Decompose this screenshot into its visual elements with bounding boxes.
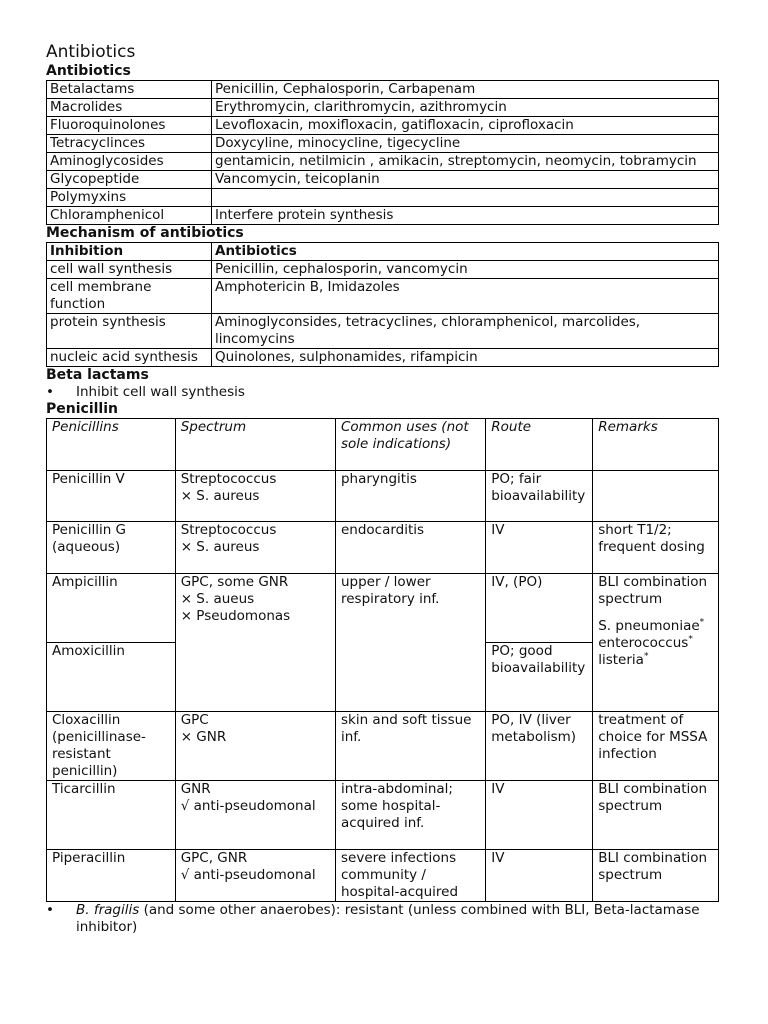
organism-text: listeria xyxy=(598,652,644,668)
row-label-cell: cell membrane function xyxy=(47,279,212,314)
table-row xyxy=(47,135,719,153)
table-row xyxy=(47,261,719,279)
spectrum-line: GPC, some GNR xyxy=(180,574,289,590)
spectrum-line: × S. aueus xyxy=(180,591,255,607)
section-heading-beta-lactams: Beta lactams xyxy=(46,367,149,383)
table-row xyxy=(47,574,719,643)
page-title: Antibiotics xyxy=(46,42,136,62)
spectrum-line: GPC, GNR xyxy=(180,850,248,866)
table-row xyxy=(47,117,719,135)
remarks-line xyxy=(598,618,713,635)
remarks-cell: short T1/2; frequent dosing xyxy=(593,522,719,574)
row-label-cell: Betalactams xyxy=(47,81,212,99)
uses-cell: endocarditis xyxy=(335,522,485,574)
spectrum-line: √ anti-pseudomonal xyxy=(180,867,316,883)
header-cell: Inhibition xyxy=(47,243,212,261)
row-label-cell: Tetracyclinces xyxy=(47,135,212,153)
row-label-cell: nucleic acid synthesis xyxy=(47,349,212,367)
row-label-cell: protein synthesis xyxy=(47,314,212,349)
table-row xyxy=(47,314,719,349)
remarks-cell: BLI combination spectrum xyxy=(593,781,719,850)
row-value-cell: Penicillin, cephalosporin, vancomycin xyxy=(212,261,719,279)
penicillin-table xyxy=(46,418,719,902)
table-row xyxy=(47,81,719,99)
spectrum-line: GPC xyxy=(180,712,209,728)
remarks-line xyxy=(598,635,713,652)
route-cell: IV, (PO) xyxy=(486,574,593,643)
footnote-list xyxy=(46,902,720,936)
spectrum-line: × S. aureus xyxy=(180,539,260,555)
spectrum-cell xyxy=(175,471,335,522)
mechanism-table xyxy=(46,242,719,367)
row-value-cell: Levofloxacin, moxifloxacin, gatifloxacin, ciprofloxacin xyxy=(212,117,719,135)
uses-cell: upper / lower respiratory inf. xyxy=(335,574,485,712)
table-row xyxy=(47,207,719,225)
remarks-line xyxy=(598,652,713,669)
drug-cell: Penicillin V xyxy=(47,471,176,522)
footnote-item xyxy=(46,902,720,936)
row-value-cell: gentamicin, netilmicin , amikacin, streptomycin, neomycin, tobramycin xyxy=(212,153,719,171)
row-label-cell: Aminoglycosides xyxy=(47,153,212,171)
route-cell: PO; fair bioavailability xyxy=(486,471,593,522)
spectrum-cell xyxy=(175,781,335,850)
row-label-cell: Polymyxins xyxy=(47,189,212,207)
bullet-list xyxy=(46,384,720,401)
spectrum-line: √ anti-pseudomonal xyxy=(180,798,316,814)
remarks-cell: BLI combination spectrum xyxy=(593,850,719,902)
remarks-cell xyxy=(593,574,719,712)
table-row xyxy=(47,471,719,522)
spectrum-cell xyxy=(175,574,335,712)
header-cell: Penicillins xyxy=(47,419,176,471)
list-item: • Inhibit cell wall synthesis xyxy=(46,384,720,401)
table-header-row xyxy=(47,419,719,471)
row-label-cell: Fluoroquinolones xyxy=(47,117,212,135)
header-cell: Spectrum xyxy=(175,419,335,471)
table-header-row xyxy=(47,243,719,261)
table-row xyxy=(47,153,719,171)
section-heading-mechanism: Mechanism of antibiotics xyxy=(46,225,244,241)
drug-cell: Ampicillin xyxy=(47,574,176,643)
spectrum-cell xyxy=(175,712,335,781)
section-heading-penicillin: Penicillin xyxy=(46,401,118,417)
uses-cell: severe infections community / hospital-acquired xyxy=(335,850,485,902)
uses-cell: skin and soft tissue inf. xyxy=(335,712,485,781)
row-label-cell: Chloramphenicol xyxy=(47,207,212,225)
header-cell: Common uses (not sole indications) xyxy=(335,419,485,471)
spectrum-cell xyxy=(175,850,335,902)
spectrum-cell xyxy=(175,522,335,574)
route-cell: IV xyxy=(486,781,593,850)
remarks-cell xyxy=(593,471,719,522)
row-label-cell: Glycopeptide xyxy=(47,171,212,189)
spectrum-line: × S. aureus xyxy=(180,488,260,504)
spectrum-line: Streptococcus xyxy=(180,471,277,487)
remarks-cell: treatment of choice for MSSA infection xyxy=(593,712,719,781)
organism-text: enterococcus xyxy=(598,635,689,651)
drug-cell: Piperacillin xyxy=(47,850,176,902)
row-label-cell: Macrolides xyxy=(47,99,212,117)
header-cell: Antibiotics xyxy=(212,243,719,261)
table-row xyxy=(47,189,719,207)
row-label-cell: cell wall synthesis xyxy=(47,261,212,279)
spectrum-line: GNR xyxy=(180,781,211,797)
drug-cell: Penicillin G (aqueous) xyxy=(47,522,176,574)
footnote-text: (and some other anaerobes): resistant (unless combined with BLI, Beta-lactamase inhibitor) xyxy=(76,902,700,935)
header-cell: Route xyxy=(486,419,593,471)
organism-text: S. pneumoniae xyxy=(598,618,700,634)
drug-cell: Amoxicillin xyxy=(47,643,176,712)
table-row xyxy=(47,171,719,189)
footnote-mark: * xyxy=(688,634,693,645)
row-value-cell: Erythromycin, clarithromycin, azithromycin xyxy=(212,99,719,117)
route-cell: PO; good bioavailability xyxy=(486,643,593,712)
route-cell: PO, IV (liver metabolism) xyxy=(486,712,593,781)
row-value-cell: Doxycyline, minocycline, tigecycline xyxy=(212,135,719,153)
uses-cell: intra-abdominal; some hospital-acquired inf. xyxy=(335,781,485,850)
header-cell: Remarks xyxy=(593,419,719,471)
spectrum-line: Streptococcus xyxy=(180,522,277,538)
drug-cell: Ticarcillin xyxy=(47,781,176,850)
spectrum-line: × GNR xyxy=(180,729,227,745)
antibiotics-class-table xyxy=(46,80,719,225)
row-value-cell: Penicillin, Cephalosporin, Carbapenam xyxy=(212,81,719,99)
drug-cell: Cloxacillin (penicillinase-resistant penicillin) xyxy=(47,712,176,781)
spectrum-line: × Pseudomonas xyxy=(180,608,291,624)
table-row xyxy=(47,279,719,314)
section-heading-antibiotics: Antibiotics xyxy=(46,63,131,79)
uses-cell: pharyngitis xyxy=(335,471,485,522)
row-value-cell: Interfere protein synthesis xyxy=(212,207,719,225)
row-value-cell: Quinolones, sulphonamides, rifampicin xyxy=(212,349,719,367)
document-page xyxy=(46,40,720,936)
table-row xyxy=(47,349,719,367)
route-cell: IV xyxy=(486,850,593,902)
row-value-cell: Aminoglyconsides, tetracyclines, chloramphenicol, marcolides, lincomycins xyxy=(212,314,719,349)
route-cell: IV xyxy=(486,522,593,574)
row-value-cell: Amphotericin B, Imidazoles xyxy=(212,279,719,314)
row-value-cell xyxy=(212,189,719,207)
table-row xyxy=(47,522,719,574)
organism-italic: B. fragilis xyxy=(76,902,140,918)
table-row xyxy=(47,850,719,902)
table-row xyxy=(47,99,719,117)
table-row xyxy=(47,712,719,781)
footnote-mark: * xyxy=(643,651,649,662)
row-value-cell: Vancomycin, teicoplanin xyxy=(212,171,719,189)
table-row xyxy=(47,781,719,850)
footnote-mark: * xyxy=(699,617,705,628)
remarks-line: BLI combination spectrum xyxy=(598,574,708,607)
